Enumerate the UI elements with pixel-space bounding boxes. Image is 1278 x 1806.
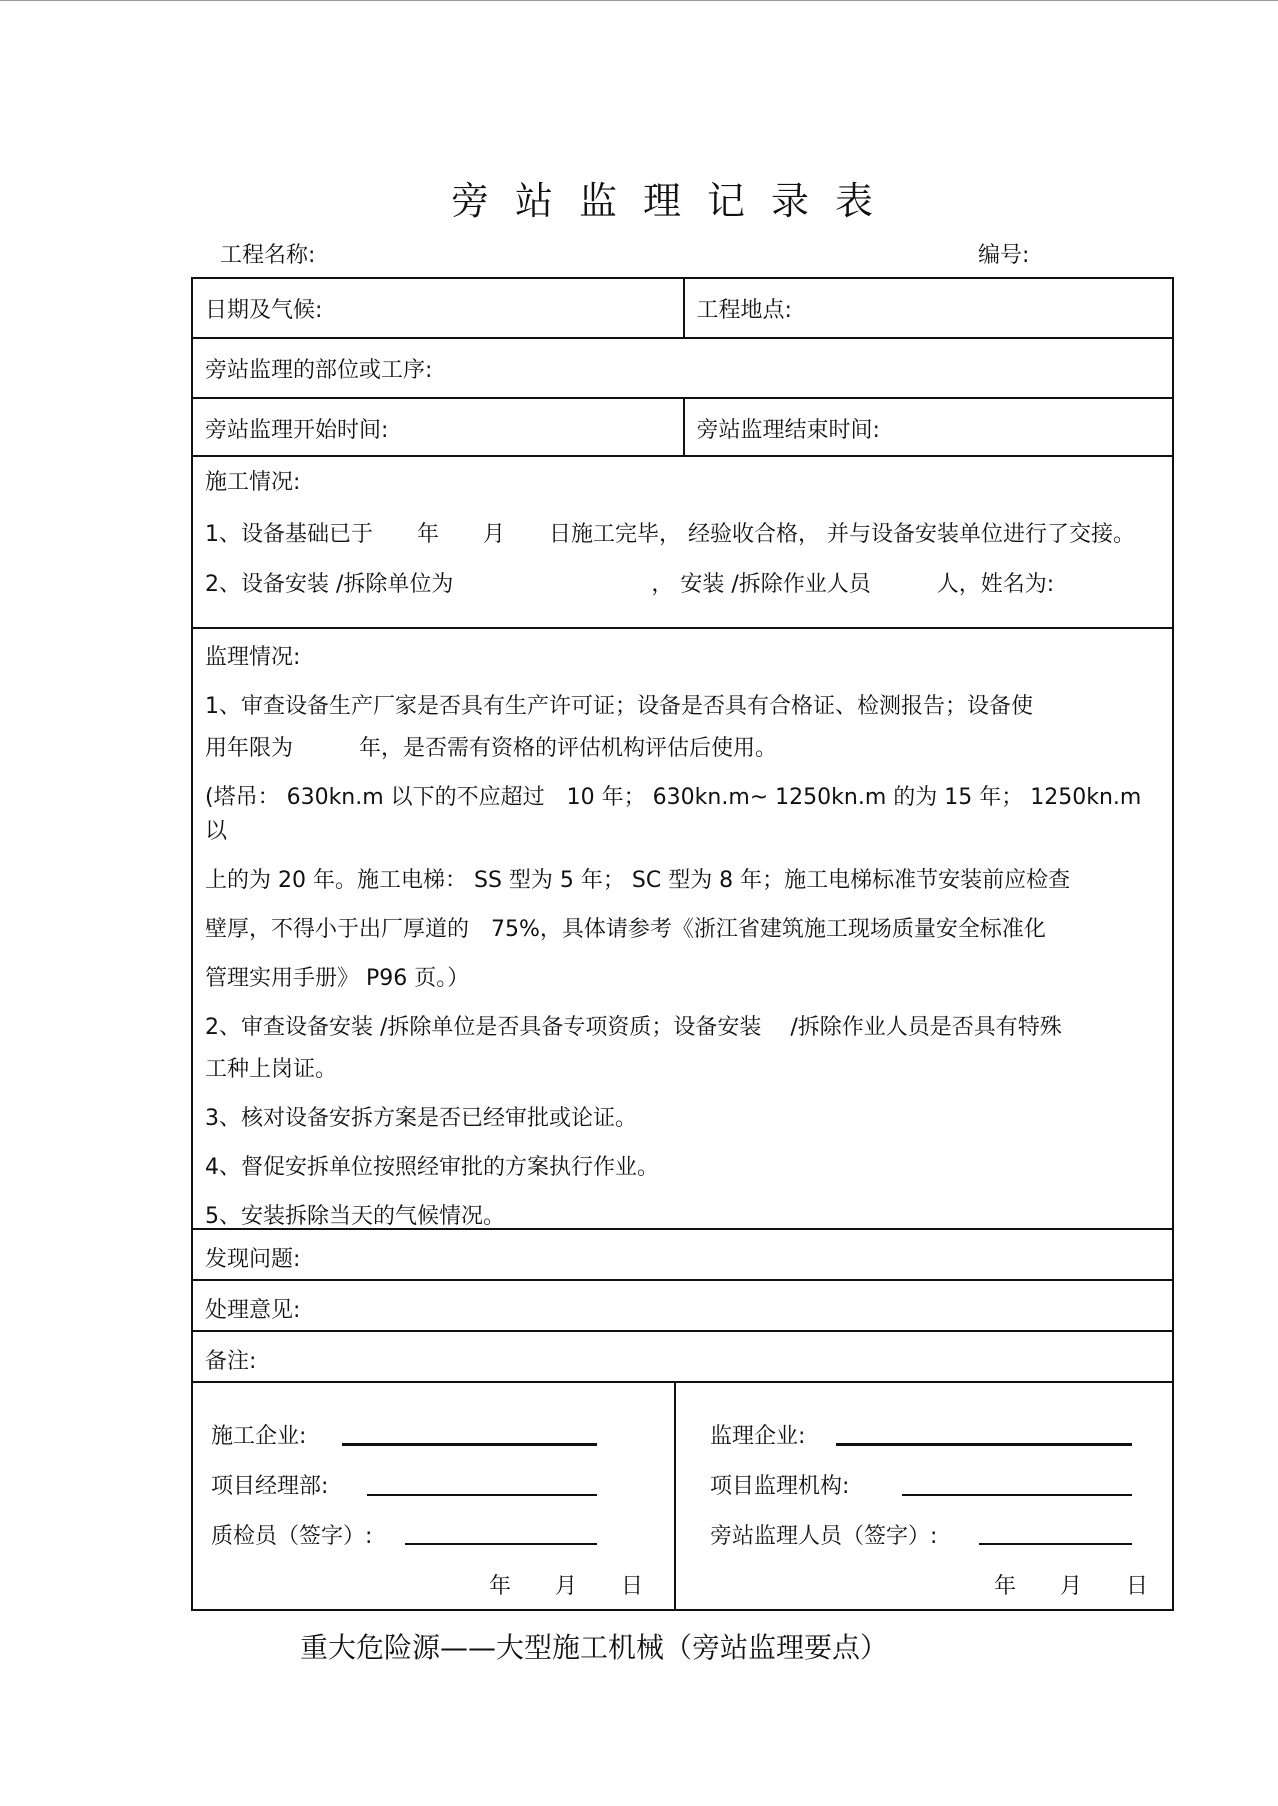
- row-problems: [193, 1230, 1172, 1281]
- page-title: 旁站监理记录表: [450, 179, 899, 223]
- supervision-line: 用年限为 年，是否需有资格的评估机构评估后使用。: [205, 736, 778, 761]
- supervision-company-line[interactable]: [836, 1443, 1132, 1446]
- number-label: 编号:: [978, 243, 1030, 268]
- supervision-line: 1、审查设备生产厂家是否具有生产许可证；设备是否具有合格证、检测报告；设备使: [205, 694, 1033, 719]
- supervision-line: 管理实用手册》 P96 页。）: [205, 966, 470, 991]
- supervision-line: 上的为 20 年。施工电梯： SS 型为 5 年； SC 型为 8 年；施工电梯标准节安装前应检查: [205, 868, 1071, 893]
- start-time-cell[interactable]: [193, 399, 683, 455]
- supervision-line: 4、督促安拆单位按照经审批的方案执行作业。: [205, 1155, 659, 1180]
- contractor-date: 年 月 日: [489, 1574, 644, 1599]
- supervision-company-label: 监理企业:: [710, 1424, 806, 1449]
- row-date-location: [193, 279, 1172, 339]
- supervision-line: 2、审查设备安装 /拆除单位是否具备专项资质；设备安装 /拆除作业人员是否具有特殊: [205, 1015, 1062, 1040]
- end-time-cell[interactable]: [683, 399, 1173, 455]
- contractor-company-line[interactable]: [342, 1443, 597, 1446]
- date-weather-label: 日期及气候:: [205, 298, 323, 323]
- opinion-cell[interactable]: [193, 1281, 1172, 1330]
- supervision-line: 工种上岗证。: [205, 1057, 338, 1082]
- supervision-agency-line[interactable]: [902, 1494, 1132, 1496]
- row-position: [193, 339, 1172, 399]
- construction-section[interactable]: [193, 457, 1172, 629]
- problems-cell[interactable]: [193, 1230, 1172, 1279]
- remarks-label: 备注:: [205, 1349, 257, 1374]
- contractor-company-label: 施工企业:: [211, 1424, 307, 1449]
- row-opinion: [193, 1281, 1172, 1332]
- start-time-label: 旁站监理开始时间:: [205, 418, 389, 443]
- construction-heading: 施工情况:: [205, 470, 301, 495]
- project-name-label: 工程名称:: [220, 243, 316, 268]
- record-form: [191, 277, 1174, 1611]
- supervision-line: 3、核对设备安拆方案是否已经审批或论证。: [205, 1106, 637, 1131]
- position-cell[interactable]: [193, 339, 1172, 397]
- project-manager-label: 项目经理部:: [211, 1474, 329, 1499]
- inspector-label: 质检员（签字）:: [211, 1524, 373, 1549]
- supervision-line: (塔吊： 630kn.m 以下的不应超过 10 年； 630kn.m~ 1250kn.m 的为 15 年； 1250kn.m 以: [205, 785, 1142, 844]
- location-label: 工程地点:: [696, 298, 792, 323]
- supervision-heading: 监理情况:: [205, 645, 301, 670]
- remarks-cell[interactable]: [193, 1332, 1172, 1381]
- position-label: 旁站监理的部位或工序:: [205, 358, 433, 383]
- construction-line: 2、设备安装 /拆除单位为 ， 安装 /拆除作业人员 人，姓名为:: [205, 572, 1055, 597]
- signature-section: [193, 1383, 1172, 1609]
- footer-caption: 重大危险源——大型施工机械（旁站监理要点）: [300, 1631, 889, 1664]
- end-time-label: 旁站监理结束时间:: [696, 418, 880, 443]
- supervision-section[interactable]: [193, 629, 1172, 1230]
- row-remarks: [193, 1332, 1172, 1383]
- inspector-signature-line[interactable]: [405, 1543, 597, 1545]
- opinion-label: 处理意见:: [205, 1298, 301, 1323]
- supervisor-signature: [674, 1383, 1172, 1609]
- supervisor-date: 年 月 日: [994, 1574, 1149, 1599]
- supervisor-label: 旁站监理人员（签字）:: [710, 1524, 938, 1549]
- top-rule: [0, 0, 1278, 1]
- supervision-agency-label: 项目监理机构:: [710, 1474, 850, 1499]
- supervision-line: 壁厚，不得小于出厂厚道的 75%，具体请参考《浙江省建筑施工现场质量安全标准化: [205, 917, 1046, 942]
- supervisor-signature-line[interactable]: [979, 1543, 1132, 1545]
- date-weather-cell[interactable]: [193, 279, 683, 337]
- contractor-signature: [193, 1383, 674, 1609]
- supervision-line: 5、安装拆除当天的气候情况。: [205, 1204, 505, 1229]
- project-manager-line[interactable]: [367, 1494, 597, 1496]
- location-cell[interactable]: [683, 279, 1173, 337]
- problems-label: 发现问题:: [205, 1247, 301, 1272]
- construction-line: 1、设备基础已于 年 月 日施工完毕， 经验收合格， 并与设备安装单位进行了交接。: [205, 522, 1135, 547]
- row-times: [193, 399, 1172, 457]
